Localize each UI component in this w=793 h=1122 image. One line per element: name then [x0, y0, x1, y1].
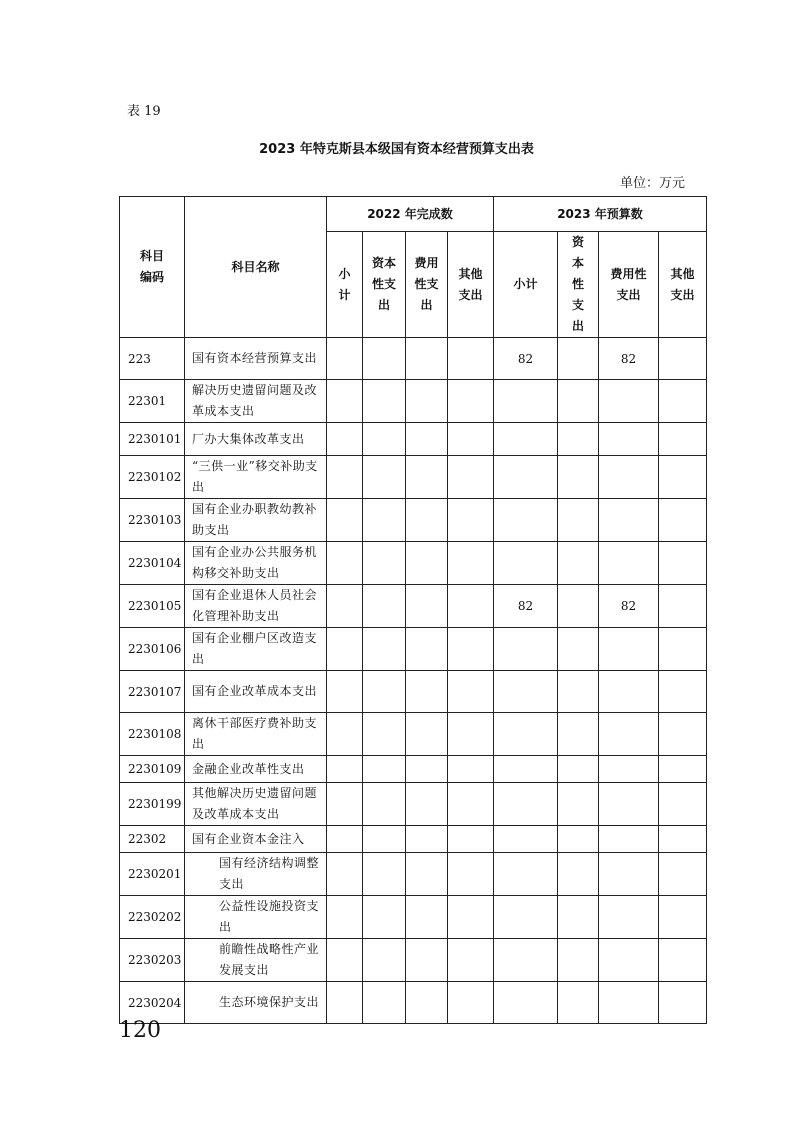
value-2022-cell: [448, 338, 494, 380]
value-2023-cell: [659, 380, 707, 423]
value-2022-cell: [327, 499, 363, 542]
value-2023-cell: [494, 756, 558, 783]
value-2022-cell: [327, 585, 363, 628]
subject-name-cell: 金融企业改革性支出: [185, 756, 327, 783]
subject-code-cell: 2230203: [120, 939, 185, 982]
header-2022-capital: 资本性支出: [363, 232, 406, 338]
value-2022-cell: [363, 542, 406, 585]
value-2023-cell: [599, 896, 659, 939]
value-2022-cell: [406, 783, 448, 826]
value-2023-cell: [659, 542, 707, 585]
header-2023-other: 其他支出: [659, 232, 707, 338]
value-2022-cell: [448, 982, 494, 1024]
value-2023-cell: 82: [599, 338, 659, 380]
value-2023-cell: [659, 939, 707, 982]
subject-code-cell: 2230202: [120, 896, 185, 939]
value-2023-cell: [558, 853, 599, 896]
value-2022-cell: [363, 499, 406, 542]
value-2022-cell: [406, 542, 448, 585]
value-2023-cell: [494, 499, 558, 542]
value-2023-cell: [599, 713, 659, 756]
value-2023-cell: 82: [494, 338, 558, 380]
value-2023-cell: [659, 713, 707, 756]
value-2022-cell: [406, 456, 448, 499]
subject-name-cell: 国有企业办公共服务机构移交补助支出: [185, 542, 327, 585]
value-2023-cell: [599, 628, 659, 671]
table-row: [120, 585, 707, 628]
value-2023-cell: [494, 853, 558, 896]
value-2022-cell: [363, 380, 406, 423]
value-2022-cell: [448, 756, 494, 783]
table-row: [120, 671, 707, 713]
table-row: [120, 713, 707, 756]
value-2022-cell: [448, 826, 494, 853]
value-2023-cell: [558, 756, 599, 783]
budget-expenditure-table: [119, 196, 707, 1024]
value-2023-cell: [494, 982, 558, 1024]
value-2022-cell: [327, 671, 363, 713]
value-2023-cell: [558, 423, 599, 456]
value-2022-cell: [327, 896, 363, 939]
table-row: [120, 456, 707, 499]
table-row: [120, 499, 707, 542]
subject-code-cell: 2230107: [120, 671, 185, 713]
value-2022-cell: [406, 982, 448, 1024]
subject-name-cell: 国有企业改革成本支出: [185, 671, 327, 713]
table-row: [120, 982, 707, 1024]
subject-name-cell: 厂办大集体改革支出: [185, 423, 327, 456]
subject-code-cell: 2230201: [120, 853, 185, 896]
value-2022-cell: [363, 338, 406, 380]
value-2023-cell: [599, 853, 659, 896]
value-2023-cell: [659, 585, 707, 628]
value-2022-cell: [327, 783, 363, 826]
page-number: 120: [119, 1018, 161, 1043]
document-title: 2023 年特克斯县本级国有资本经营预算支出表: [259, 142, 534, 157]
header-2022-expense: 费用性支出: [406, 232, 448, 338]
value-2023-cell: [659, 982, 707, 1024]
subject-code-cell: 2230204: [120, 982, 185, 1024]
subject-code-cell: 223: [120, 338, 185, 380]
header-2023-subtotal: 小计: [494, 232, 558, 338]
value-2023-cell: [659, 499, 707, 542]
value-2023-cell: [599, 783, 659, 826]
value-2023-cell: [659, 338, 707, 380]
value-2023-cell: [558, 499, 599, 542]
value-2023-cell: [599, 939, 659, 982]
value-2023-cell: [558, 896, 599, 939]
value-2022-cell: [327, 713, 363, 756]
header-2023-capital: 资本性支出: [558, 232, 599, 338]
value-2023-cell: [494, 826, 558, 853]
value-2022-cell: [406, 628, 448, 671]
value-2022-cell: [406, 499, 448, 542]
value-2023-cell: [558, 713, 599, 756]
value-2022-cell: [406, 853, 448, 896]
subject-code-cell: 2230105: [120, 585, 185, 628]
value-2023-cell: [558, 628, 599, 671]
value-2022-cell: [406, 713, 448, 756]
value-2022-cell: [363, 456, 406, 499]
header-2022-subtotal: 小计: [327, 232, 363, 338]
value-2022-cell: [448, 896, 494, 939]
header-name: 科目名称: [185, 197, 327, 338]
value-2022-cell: [327, 826, 363, 853]
value-2022-cell: [448, 380, 494, 423]
value-2023-cell: [494, 896, 558, 939]
value-2022-cell: [406, 896, 448, 939]
subject-code-cell: 2230101: [120, 423, 185, 456]
unit-label: 单位：万元: [620, 176, 686, 191]
value-2022-cell: [448, 499, 494, 542]
header-2023-expense: 费用性支出: [599, 232, 659, 338]
value-2023-cell: [659, 783, 707, 826]
subject-code-cell: 2230109: [120, 756, 185, 783]
value-2023-cell: [599, 499, 659, 542]
subject-name-cell: 其他解决历史遗留问题及改革成本支出: [185, 783, 327, 826]
value-2023-cell: [599, 542, 659, 585]
value-2022-cell: [363, 939, 406, 982]
value-2023-cell: [558, 826, 599, 853]
value-2022-cell: [448, 671, 494, 713]
value-2023-cell: [494, 713, 558, 756]
subject-name-cell: 生态环境保护支出: [185, 982, 327, 1024]
value-2022-cell: [448, 542, 494, 585]
value-2023-cell: [494, 456, 558, 499]
value-2022-cell: [406, 585, 448, 628]
value-2022-cell: [327, 380, 363, 423]
subject-code-cell: 22302: [120, 826, 185, 853]
value-2023-cell: [659, 896, 707, 939]
table-row: [120, 853, 707, 896]
value-2023-cell: [599, 756, 659, 783]
value-2023-cell: [558, 982, 599, 1024]
table-row: [120, 826, 707, 853]
value-2022-cell: [363, 826, 406, 853]
value-2022-cell: [448, 713, 494, 756]
value-2023-cell: [494, 628, 558, 671]
value-2023-cell: [599, 671, 659, 713]
value-2022-cell: [327, 756, 363, 783]
header-group-2023: 2023 年预算数: [494, 197, 707, 232]
subject-code-cell: 2230103: [120, 499, 185, 542]
value-2022-cell: [363, 853, 406, 896]
value-2022-cell: [327, 423, 363, 456]
table-row: [120, 338, 707, 380]
subject-code-cell: 2230199: [120, 783, 185, 826]
value-2022-cell: [448, 853, 494, 896]
value-2023-cell: 82: [494, 585, 558, 628]
table-row: [120, 628, 707, 671]
value-2022-cell: [448, 939, 494, 982]
value-2022-cell: [363, 783, 406, 826]
table-row: [120, 542, 707, 585]
value-2023-cell: [558, 585, 599, 628]
value-2023-cell: [558, 542, 599, 585]
value-2023-cell: [558, 380, 599, 423]
subject-name-cell: “三供一业”移交补助支出: [185, 456, 327, 499]
value-2022-cell: [406, 939, 448, 982]
value-2022-cell: [363, 982, 406, 1024]
value-2022-cell: [327, 542, 363, 585]
subject-name-cell: 解决历史遗留问题及改革成本支出: [185, 380, 327, 423]
value-2022-cell: [448, 628, 494, 671]
value-2022-cell: [363, 756, 406, 783]
subject-code-cell: 2230108: [120, 713, 185, 756]
table-number-label: 表 19: [127, 104, 161, 119]
table-row: [120, 896, 707, 939]
subject-name-cell: 国有资本经营预算支出: [185, 338, 327, 380]
table-row: [120, 423, 707, 456]
value-2022-cell: [448, 456, 494, 499]
value-2022-cell: [327, 853, 363, 896]
subject-name-cell: 离休干部医疗费补助支出: [185, 713, 327, 756]
header-2022-other: 其他支出: [448, 232, 494, 338]
value-2022-cell: [406, 671, 448, 713]
value-2022-cell: [406, 380, 448, 423]
table-row: [120, 939, 707, 982]
value-2022-cell: [363, 896, 406, 939]
value-2023-cell: [659, 423, 707, 456]
header-group-2022: 2022 年完成数: [327, 197, 494, 232]
subject-name-cell: 公益性设施投资支出: [185, 896, 327, 939]
subject-code-cell: 22301: [120, 380, 185, 423]
value-2023-cell: [494, 783, 558, 826]
value-2022-cell: [327, 939, 363, 982]
subject-name-cell: 国有企业棚户区改造支出: [185, 628, 327, 671]
value-2023-cell: [659, 853, 707, 896]
value-2023-cell: [659, 826, 707, 853]
value-2023-cell: [599, 380, 659, 423]
value-2022-cell: [406, 756, 448, 783]
value-2023-cell: [494, 542, 558, 585]
value-2022-cell: [363, 628, 406, 671]
subject-code-cell: 2230102: [120, 456, 185, 499]
value-2022-cell: [406, 826, 448, 853]
subject-name-cell: 国有企业资本金注入: [185, 826, 327, 853]
value-2022-cell: [327, 456, 363, 499]
value-2022-cell: [448, 783, 494, 826]
value-2023-cell: [494, 380, 558, 423]
subject-name-cell: 国有企业办职教幼教补助支出: [185, 499, 327, 542]
value-2023-cell: [494, 423, 558, 456]
value-2023-cell: [599, 456, 659, 499]
value-2022-cell: [363, 585, 406, 628]
value-2023-cell: [659, 456, 707, 499]
value-2023-cell: [659, 671, 707, 713]
header-code: 科目编码: [120, 197, 185, 338]
value-2023-cell: [599, 826, 659, 853]
value-2023-cell: [659, 628, 707, 671]
value-2022-cell: [406, 423, 448, 456]
value-2023-cell: [599, 982, 659, 1024]
value-2023-cell: [659, 756, 707, 783]
value-2022-cell: [327, 338, 363, 380]
value-2023-cell: [558, 338, 599, 380]
table-row: [120, 380, 707, 423]
value-2023-cell: 82: [599, 585, 659, 628]
value-2022-cell: [448, 585, 494, 628]
value-2022-cell: [448, 423, 494, 456]
value-2022-cell: [363, 423, 406, 456]
value-2023-cell: [494, 939, 558, 982]
subject-code-cell: 2230106: [120, 628, 185, 671]
value-2023-cell: [558, 783, 599, 826]
value-2023-cell: [599, 423, 659, 456]
value-2023-cell: [558, 671, 599, 713]
subject-name-cell: 国有经济结构调整支出: [185, 853, 327, 896]
value-2022-cell: [327, 628, 363, 671]
value-2022-cell: [363, 713, 406, 756]
value-2022-cell: [406, 338, 448, 380]
subject-name-cell: 国有企业退休人员社会化管理补助支出: [185, 585, 327, 628]
value-2023-cell: [558, 456, 599, 499]
value-2022-cell: [327, 982, 363, 1024]
subject-code-cell: 2230104: [120, 542, 185, 585]
subject-name-cell: 前瞻性战略性产业发展支出: [185, 939, 327, 982]
value-2023-cell: [494, 671, 558, 713]
table-row: [120, 783, 707, 826]
value-2022-cell: [363, 671, 406, 713]
table-row: [120, 756, 707, 783]
value-2023-cell: [558, 939, 599, 982]
